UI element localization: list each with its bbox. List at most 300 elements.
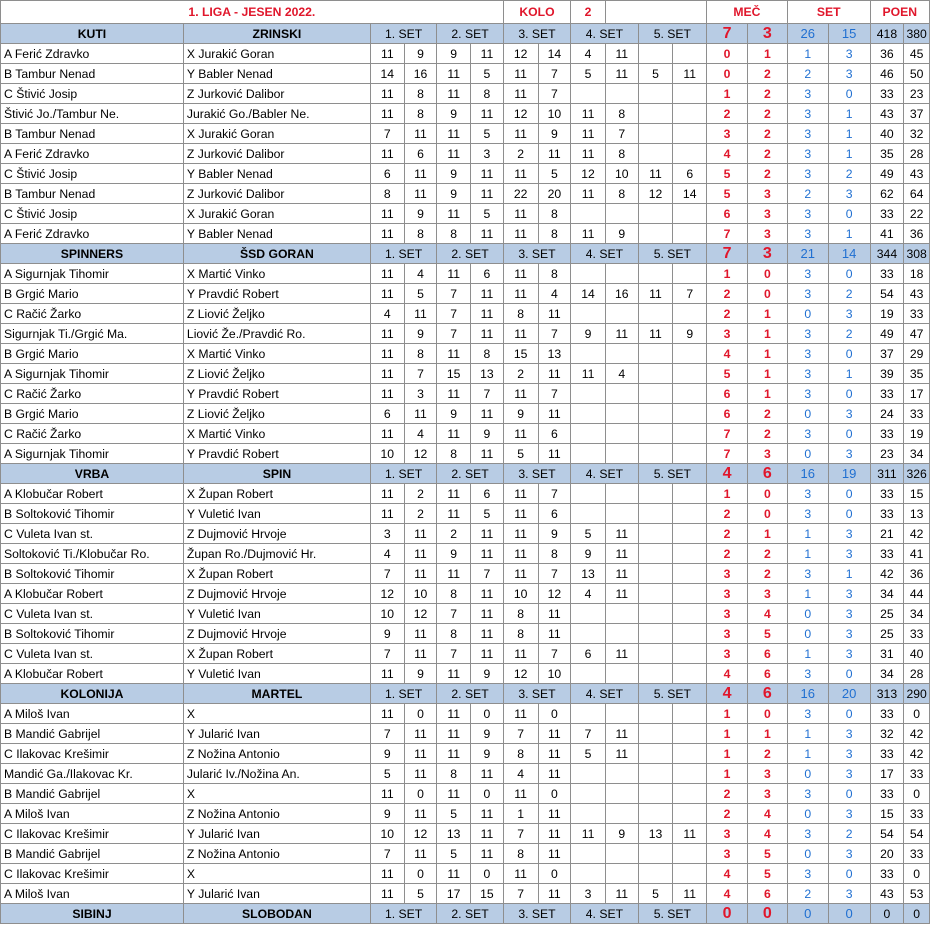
- set-score: 9: [471, 424, 504, 444]
- running-score-home: 0: [707, 44, 748, 64]
- set-score: 11: [471, 644, 504, 664]
- set-score: 9: [370, 744, 404, 764]
- set-score: 4: [404, 264, 437, 284]
- set-score: 11: [370, 504, 404, 524]
- set-score: 4: [571, 44, 606, 64]
- set-score: 6: [538, 424, 571, 444]
- away-player: Y Jularić Ivan: [183, 724, 370, 744]
- set-score: 9: [437, 544, 471, 564]
- game-points-home: 25: [870, 624, 904, 644]
- home-player: C Ilakovac Krešimir: [1, 864, 184, 884]
- game-sets-home: 3: [787, 484, 828, 504]
- set-score: [638, 524, 673, 544]
- set-score: 11: [471, 824, 504, 844]
- set-score: 11: [538, 604, 571, 624]
- set-score: 7: [471, 384, 504, 404]
- set-score: 6: [471, 484, 504, 504]
- game-row: [1, 744, 930, 764]
- set-score: 11: [471, 844, 504, 864]
- game-points-home: 34: [870, 584, 904, 604]
- set-score: 9: [538, 124, 571, 144]
- game-points-home: 33: [870, 864, 904, 884]
- set-score: 11: [370, 884, 404, 904]
- set-score: 9: [673, 324, 707, 344]
- set-score: 11: [370, 784, 404, 804]
- game-row: [1, 444, 930, 464]
- set-score: 11: [437, 264, 471, 284]
- game-row: [1, 764, 930, 784]
- set-score: [638, 504, 673, 524]
- away-player: X Župan Robert: [183, 644, 370, 664]
- away-player: Y Vuletić Ivan: [183, 664, 370, 684]
- set-score: 11: [605, 44, 638, 64]
- game-sets-home: 3: [787, 124, 828, 144]
- set-header: 2. SET: [437, 464, 503, 484]
- game-sets-home: 3: [787, 504, 828, 524]
- set-score: [571, 484, 606, 504]
- game-sets-away: 0: [828, 204, 870, 224]
- game-points-away: 37: [904, 104, 930, 124]
- points-total-home: 344: [870, 244, 904, 264]
- set-score: 11: [538, 744, 571, 764]
- set-score: 12: [404, 824, 437, 844]
- game-sets-away: 1: [828, 144, 870, 164]
- set-label: SET: [787, 1, 870, 24]
- set-score: [638, 584, 673, 604]
- running-score-away: 2: [747, 424, 787, 444]
- set-score: 11: [503, 644, 538, 664]
- running-score-away: 5: [747, 624, 787, 644]
- running-score-home: 1: [707, 744, 748, 764]
- running-score-away: 6: [747, 664, 787, 684]
- set-score: [571, 344, 606, 364]
- set-score: 0: [538, 864, 571, 884]
- game-points-home: 33: [870, 504, 904, 524]
- set-score: 5: [437, 844, 471, 864]
- set-score: [673, 784, 707, 804]
- set-score: 11: [503, 84, 538, 104]
- game-points-away: 43: [904, 284, 930, 304]
- set-score: 11: [404, 404, 437, 424]
- game-points-away: 45: [904, 44, 930, 64]
- game-row: [1, 164, 930, 184]
- set-score: [605, 264, 638, 284]
- set-score: 7: [370, 844, 404, 864]
- set-score: 9: [437, 404, 471, 424]
- game-points-away: 0: [904, 864, 930, 884]
- set-score: 11: [673, 824, 707, 844]
- running-score-home: 0: [707, 64, 748, 84]
- game-points-home: 33: [870, 84, 904, 104]
- set-score: [673, 104, 707, 124]
- set-score: 9: [437, 184, 471, 204]
- home-player: C Štivić Josip: [1, 204, 184, 224]
- set-score: 8: [538, 544, 571, 564]
- game-points-away: 54: [904, 824, 930, 844]
- set-score: 7: [538, 64, 571, 84]
- set-score: 5: [471, 64, 504, 84]
- set-score: 11: [437, 344, 471, 364]
- set-score: 6: [471, 264, 504, 284]
- set-score: 11: [471, 544, 504, 564]
- sets-total-away: 0: [828, 904, 870, 924]
- running-score-away: 0: [747, 484, 787, 504]
- set-score: 6: [370, 404, 404, 424]
- game-points-home: 33: [870, 424, 904, 444]
- set-score: 9: [404, 204, 437, 224]
- set-score: 5: [437, 804, 471, 824]
- running-score-away: 2: [747, 84, 787, 104]
- game-points-away: 15: [904, 484, 930, 504]
- game-row: [1, 724, 930, 744]
- game-sets-home: 3: [787, 364, 828, 384]
- set-score: 11: [503, 284, 538, 304]
- set-score: 13: [571, 564, 606, 584]
- game-sets-home: 2: [787, 64, 828, 84]
- set-score: 11: [605, 584, 638, 604]
- running-score-home: 3: [707, 824, 748, 844]
- set-score: [673, 644, 707, 664]
- set-score: 11: [571, 104, 606, 124]
- running-score-home: 7: [707, 224, 748, 244]
- set-score: 16: [605, 284, 638, 304]
- set-score: 11: [571, 124, 606, 144]
- set-score: [638, 624, 673, 644]
- set-score: [638, 444, 673, 464]
- set-score: 11: [503, 64, 538, 84]
- away-team-name: ŠSD GORAN: [183, 244, 370, 264]
- set-score: 11: [471, 184, 504, 204]
- running-score-home: 3: [707, 564, 748, 584]
- set-score: 11: [503, 164, 538, 184]
- set-score: 8: [437, 444, 471, 464]
- running-score-away: 2: [747, 164, 787, 184]
- set-score: 0: [538, 784, 571, 804]
- set-score: [638, 784, 673, 804]
- set-score: [605, 484, 638, 504]
- game-sets-away: 0: [828, 344, 870, 364]
- set-score: 11: [503, 124, 538, 144]
- set-score: [605, 764, 638, 784]
- set-score: 11: [404, 764, 437, 784]
- set-score: 8: [370, 184, 404, 204]
- set-score: 5: [471, 204, 504, 224]
- running-score-away: 5: [747, 844, 787, 864]
- home-player: C Račić Žarko: [1, 424, 184, 444]
- set-score: [673, 84, 707, 104]
- game-points-home: 31: [870, 644, 904, 664]
- set-score: 11: [471, 584, 504, 604]
- set-score: 2: [503, 364, 538, 384]
- game-sets-home: 1: [787, 44, 828, 64]
- match-score-away: 3: [747, 244, 787, 264]
- set-score: [638, 84, 673, 104]
- set-score: 12: [404, 604, 437, 624]
- game-row: [1, 564, 930, 584]
- points-total-away: 308: [904, 244, 930, 264]
- game-sets-away: 2: [828, 324, 870, 344]
- set-score: 7: [571, 724, 606, 744]
- home-player: A Klobučar Robert: [1, 584, 184, 604]
- set-score: 11: [538, 404, 571, 424]
- away-player: X Jurakić Goran: [183, 204, 370, 224]
- game-row: [1, 384, 930, 404]
- game-sets-away: 0: [828, 424, 870, 444]
- game-row: [1, 324, 930, 344]
- set-score: [673, 604, 707, 624]
- set-score: [673, 504, 707, 524]
- home-player: C Ilakovac Krešimir: [1, 744, 184, 764]
- sets-total-away: 15: [828, 24, 870, 44]
- running-score-home: 4: [707, 664, 748, 684]
- set-score: 9: [471, 724, 504, 744]
- set-score: 12: [503, 104, 538, 124]
- game-sets-away: 3: [828, 604, 870, 624]
- running-score-away: 2: [747, 64, 787, 84]
- set-score: 8: [437, 224, 471, 244]
- set-score: 11: [503, 264, 538, 284]
- set-score: 11: [471, 104, 504, 124]
- game-row: [1, 64, 930, 84]
- running-score-away: 1: [747, 524, 787, 544]
- set-score: 11: [370, 84, 404, 104]
- set-score: 8: [503, 744, 538, 764]
- game-sets-away: 1: [828, 224, 870, 244]
- game-sets-home: 0: [787, 764, 828, 784]
- set-score: 9: [571, 324, 606, 344]
- running-score-home: 1: [707, 84, 748, 104]
- set-score: 12: [404, 444, 437, 464]
- set-score: 9: [437, 164, 471, 184]
- away-player: Jurakić Go./Babler Ne.: [183, 104, 370, 124]
- game-points-home: 20: [870, 844, 904, 864]
- game-sets-away: 3: [828, 524, 870, 544]
- set-score: 12: [571, 164, 606, 184]
- match-score-home: 4: [707, 684, 748, 704]
- blank-cell: [605, 1, 706, 24]
- set-score: [605, 84, 638, 104]
- set-score: 11: [538, 804, 571, 824]
- set-score: 7: [538, 644, 571, 664]
- set-score: 0: [471, 784, 504, 804]
- points-total-home: 311: [870, 464, 904, 484]
- running-score-home: 7: [707, 424, 748, 444]
- running-score-away: 3: [747, 764, 787, 784]
- set-score: 9: [370, 624, 404, 644]
- set-score: 11: [404, 304, 437, 324]
- home-player: B Mandić Gabrijel: [1, 784, 184, 804]
- game-row: [1, 364, 930, 384]
- set-header: 4. SET: [571, 464, 638, 484]
- game-points-home: 62: [870, 184, 904, 204]
- running-score-away: 0: [747, 704, 787, 724]
- game-sets-home: 0: [787, 444, 828, 464]
- home-player: B Mandić Gabrijel: [1, 724, 184, 744]
- set-score: 11: [437, 64, 471, 84]
- game-points-away: 34: [904, 604, 930, 624]
- set-score: 11: [503, 424, 538, 444]
- game-points-away: 13: [904, 504, 930, 524]
- set-score: 2: [437, 524, 471, 544]
- game-row: [1, 664, 930, 684]
- game-row: [1, 344, 930, 364]
- game-points-home: 33: [870, 544, 904, 564]
- set-score: [673, 344, 707, 364]
- set-score: [673, 44, 707, 64]
- set-score: 6: [673, 164, 707, 184]
- game-sets-away: 2: [828, 284, 870, 304]
- set-score: 11: [370, 264, 404, 284]
- away-player: X Martić Vinko: [183, 424, 370, 444]
- home-player: B Grgić Mario: [1, 284, 184, 304]
- game-sets-away: 1: [828, 564, 870, 584]
- set-score: 0: [404, 704, 437, 724]
- set-score: 11: [538, 624, 571, 644]
- set-score: 7: [437, 304, 471, 324]
- set-score: 5: [404, 284, 437, 304]
- game-row: [1, 784, 930, 804]
- set-score: 3: [471, 144, 504, 164]
- game-row: [1, 484, 930, 504]
- set-score: 11: [571, 224, 606, 244]
- running-score-away: 2: [747, 404, 787, 424]
- set-score: [638, 404, 673, 424]
- set-score: 5: [638, 64, 673, 84]
- set-header: 5. SET: [638, 684, 706, 704]
- set-score: [673, 844, 707, 864]
- away-player: Z Dujmović Hrvoje: [183, 624, 370, 644]
- set-score: 9: [404, 324, 437, 344]
- set-score: 11: [437, 124, 471, 144]
- running-score-home: 2: [707, 304, 748, 324]
- running-score-home: 2: [707, 544, 748, 564]
- game-points-away: 33: [904, 404, 930, 424]
- set-score: [571, 624, 606, 644]
- set-score: [571, 704, 606, 724]
- game-sets-away: 1: [828, 124, 870, 144]
- set-score: 11: [471, 624, 504, 644]
- set-score: [673, 764, 707, 784]
- game-points-home: 43: [870, 884, 904, 904]
- set-score: 11: [503, 864, 538, 884]
- set-score: 11: [370, 704, 404, 724]
- game-points-away: 42: [904, 524, 930, 544]
- game-points-home: 25: [870, 604, 904, 624]
- game-sets-away: 0: [828, 504, 870, 524]
- set-score: [673, 204, 707, 224]
- set-score: 8: [538, 204, 571, 224]
- game-points-home: 42: [870, 564, 904, 584]
- running-score-away: 1: [747, 384, 787, 404]
- set-header: 2. SET: [437, 684, 503, 704]
- game-sets-home: 0: [787, 624, 828, 644]
- match-score-away: 0: [747, 904, 787, 924]
- set-score: 11: [571, 824, 606, 844]
- game-row: [1, 104, 930, 124]
- game-points-away: 17: [904, 384, 930, 404]
- game-sets-away: 0: [828, 384, 870, 404]
- set-score: [673, 484, 707, 504]
- set-score: [638, 104, 673, 124]
- home-player: B Tambur Nenad: [1, 124, 184, 144]
- set-score: 11: [638, 284, 673, 304]
- home-player: B Grgić Mario: [1, 344, 184, 364]
- set-score: [571, 304, 606, 324]
- running-score-home: 1: [707, 484, 748, 504]
- set-score: 11: [404, 564, 437, 584]
- set-header: 2. SET: [437, 24, 503, 44]
- set-header: 3. SET: [503, 464, 570, 484]
- away-player: X: [183, 704, 370, 724]
- set-score: 7: [370, 564, 404, 584]
- game-points-home: 33: [870, 784, 904, 804]
- running-score-away: 4: [747, 824, 787, 844]
- match-score-home: 4: [707, 464, 748, 484]
- set-score: 2: [503, 144, 538, 164]
- set-score: [571, 784, 606, 804]
- set-score: 11: [605, 64, 638, 84]
- game-row: [1, 824, 930, 844]
- home-player: Mandić Ga./Ilakovac Kr.: [1, 764, 184, 784]
- set-score: 11: [503, 324, 538, 344]
- running-score-home: 2: [707, 524, 748, 544]
- mec-label: MEČ: [707, 1, 788, 24]
- game-points-away: 33: [904, 304, 930, 324]
- game-points-home: 54: [870, 824, 904, 844]
- game-points-home: 54: [870, 284, 904, 304]
- set-score: [571, 604, 606, 624]
- set-score: [571, 384, 606, 404]
- set-score: 7: [538, 84, 571, 104]
- set-score: 7: [538, 484, 571, 504]
- away-player: Y Babler Nenad: [183, 224, 370, 244]
- set-score: 9: [471, 744, 504, 764]
- game-points-home: 32: [870, 724, 904, 744]
- set-score: 22: [503, 184, 538, 204]
- game-points-away: 0: [904, 784, 930, 804]
- set-score: 8: [437, 624, 471, 644]
- set-score: 11: [605, 324, 638, 344]
- set-score: [673, 144, 707, 164]
- set-score: 8: [471, 84, 504, 104]
- running-score-away: 4: [747, 804, 787, 824]
- running-score-away: 1: [747, 364, 787, 384]
- game-points-away: 50: [904, 64, 930, 84]
- match-score-home: 7: [707, 244, 748, 264]
- away-player: X: [183, 784, 370, 804]
- set-score: 9: [538, 524, 571, 544]
- game-points-home: 33: [870, 704, 904, 724]
- game-points-home: 33: [870, 204, 904, 224]
- running-score-away: 3: [747, 784, 787, 804]
- game-row: [1, 44, 930, 64]
- game-points-away: 35: [904, 364, 930, 384]
- away-player: Župan Ro./Dujmović Hr.: [183, 544, 370, 564]
- set-score: 11: [437, 664, 471, 684]
- game-row: [1, 284, 930, 304]
- set-score: [605, 444, 638, 464]
- set-score: 11: [370, 324, 404, 344]
- league-title: 1. LIGA - JESEN 2022.: [1, 1, 504, 24]
- set-score: [638, 344, 673, 364]
- set-score: [571, 84, 606, 104]
- match-score-away: 6: [747, 464, 787, 484]
- game-points-away: 18: [904, 264, 930, 284]
- game-row: [1, 144, 930, 164]
- away-player: Y Vuletić Ivan: [183, 504, 370, 524]
- game-row: [1, 204, 930, 224]
- set-score: [638, 724, 673, 744]
